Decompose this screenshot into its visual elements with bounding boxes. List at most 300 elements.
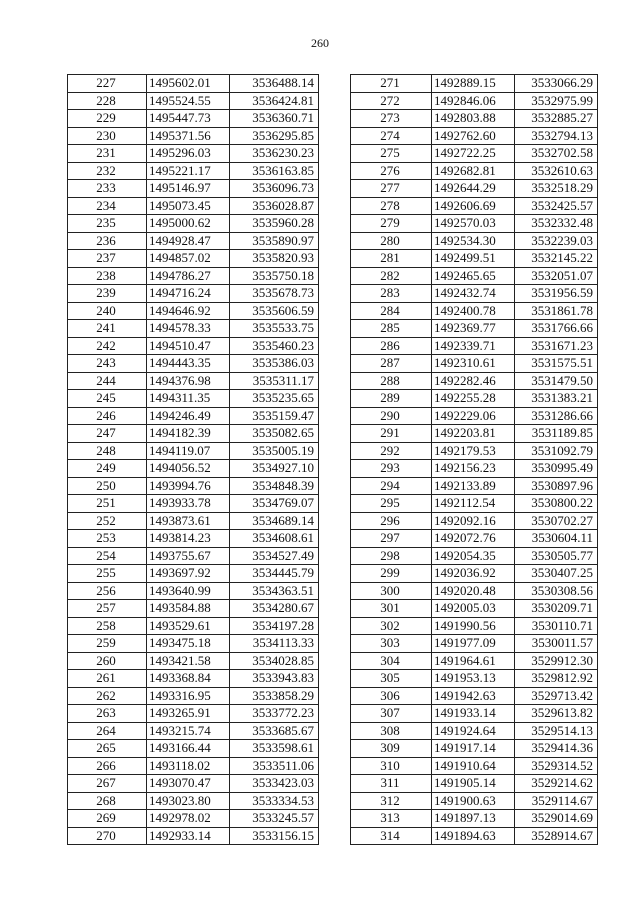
point-number-cell: 272 bbox=[351, 92, 432, 110]
y-coordinate-cell: 3529514.13 bbox=[515, 722, 598, 740]
point-number-cell: 288 bbox=[351, 372, 432, 390]
point-number-cell: 245 bbox=[68, 390, 147, 408]
point-number-cell: 243 bbox=[68, 355, 147, 373]
table-row bbox=[68, 635, 319, 653]
y-coordinate-cell: 3534113.33 bbox=[230, 635, 319, 653]
y-coordinate-cell: 3533685.67 bbox=[230, 722, 319, 740]
y-coordinate-cell: 3535082.65 bbox=[230, 425, 319, 443]
point-number-cell: 293 bbox=[351, 460, 432, 478]
table-row bbox=[68, 337, 319, 355]
table-row bbox=[351, 232, 598, 250]
point-number-cell: 254 bbox=[68, 547, 147, 565]
y-coordinate-cell: 3529314.52 bbox=[515, 757, 598, 775]
point-number-cell: 310 bbox=[351, 757, 432, 775]
y-coordinate-cell: 3530505.77 bbox=[515, 547, 598, 565]
x-coordinate-cell: 1492339.71 bbox=[432, 337, 515, 355]
table-row bbox=[351, 810, 598, 828]
point-number-cell: 273 bbox=[351, 110, 432, 128]
table-row bbox=[351, 320, 598, 338]
table-row bbox=[68, 600, 319, 618]
x-coordinate-cell: 1492054.35 bbox=[432, 547, 515, 565]
x-coordinate-cell: 1493640.99 bbox=[147, 582, 230, 600]
table-row bbox=[68, 110, 319, 128]
table-row bbox=[351, 617, 598, 635]
table-row bbox=[68, 355, 319, 373]
x-coordinate-cell: 1495371.56 bbox=[147, 127, 230, 145]
table-row bbox=[351, 127, 598, 145]
y-coordinate-cell: 3530308.56 bbox=[515, 582, 598, 600]
y-coordinate-cell: 3534769.07 bbox=[230, 495, 319, 513]
y-coordinate-cell: 3533943.83 bbox=[230, 670, 319, 688]
x-coordinate-cell: 1493023.80 bbox=[147, 792, 230, 810]
point-number-cell: 231 bbox=[68, 145, 147, 163]
y-coordinate-cell: 3532885.27 bbox=[515, 110, 598, 128]
x-coordinate-cell: 1495602.01 bbox=[147, 75, 230, 93]
x-coordinate-cell: 1492722.25 bbox=[432, 145, 515, 163]
y-coordinate-cell: 3530407.25 bbox=[515, 565, 598, 583]
table-row bbox=[351, 145, 598, 163]
x-coordinate-cell: 1494376.98 bbox=[147, 372, 230, 390]
y-coordinate-cell: 3535678.73 bbox=[230, 285, 319, 303]
y-coordinate-cell: 3532518.29 bbox=[515, 180, 598, 198]
y-coordinate-cell: 3531956.59 bbox=[515, 285, 598, 303]
y-coordinate-cell: 3534527.49 bbox=[230, 547, 319, 565]
point-number-cell: 237 bbox=[68, 250, 147, 268]
table-row bbox=[68, 495, 319, 513]
y-coordinate-cell: 3529613.82 bbox=[515, 705, 598, 723]
table-row bbox=[351, 302, 598, 320]
table-row bbox=[351, 162, 598, 180]
table-row bbox=[351, 197, 598, 215]
x-coordinate-cell: 1492020.48 bbox=[432, 582, 515, 600]
table-row bbox=[68, 285, 319, 303]
x-coordinate-cell: 1493529.61 bbox=[147, 617, 230, 635]
y-coordinate-cell: 3535533.75 bbox=[230, 320, 319, 338]
x-coordinate-cell: 1492156.23 bbox=[432, 460, 515, 478]
x-coordinate-cell: 1492229.06 bbox=[432, 407, 515, 425]
table-row bbox=[68, 582, 319, 600]
point-number-cell: 234 bbox=[68, 197, 147, 215]
point-number-cell: 242 bbox=[68, 337, 147, 355]
point-number-cell: 247 bbox=[68, 425, 147, 443]
y-coordinate-cell: 3532145.22 bbox=[515, 250, 598, 268]
y-coordinate-cell: 3530209.71 bbox=[515, 600, 598, 618]
x-coordinate-cell: 1491900.63 bbox=[432, 792, 515, 810]
table-row bbox=[68, 547, 319, 565]
table-row bbox=[351, 442, 598, 460]
table-row bbox=[68, 670, 319, 688]
x-coordinate-cell: 1492400.78 bbox=[432, 302, 515, 320]
table-row bbox=[68, 145, 319, 163]
point-number-cell: 246 bbox=[68, 407, 147, 425]
y-coordinate-cell: 3536230.23 bbox=[230, 145, 319, 163]
point-number-cell: 295 bbox=[351, 495, 432, 513]
point-number-cell: 228 bbox=[68, 92, 147, 110]
x-coordinate-cell: 1494182.39 bbox=[147, 425, 230, 443]
y-coordinate-cell: 3531671.23 bbox=[515, 337, 598, 355]
point-number-cell: 271 bbox=[351, 75, 432, 93]
table-row bbox=[351, 180, 598, 198]
point-number-cell: 282 bbox=[351, 267, 432, 285]
x-coordinate-cell: 1495146.97 bbox=[147, 180, 230, 198]
y-coordinate-cell: 3531092.79 bbox=[515, 442, 598, 460]
x-coordinate-cell: 1492203.81 bbox=[432, 425, 515, 443]
point-number-cell: 285 bbox=[351, 320, 432, 338]
coordinate-table-left-body bbox=[68, 75, 319, 845]
x-coordinate-cell: 1491933.14 bbox=[432, 705, 515, 723]
table-row bbox=[68, 267, 319, 285]
x-coordinate-cell: 1491964.61 bbox=[432, 652, 515, 670]
x-coordinate-cell: 1491910.64 bbox=[432, 757, 515, 775]
table-row bbox=[351, 425, 598, 443]
y-coordinate-cell: 3533598.61 bbox=[230, 740, 319, 758]
table-row bbox=[351, 355, 598, 373]
table-row bbox=[351, 775, 598, 793]
table-row bbox=[68, 215, 319, 233]
x-coordinate-cell: 1492846.06 bbox=[432, 92, 515, 110]
table-row bbox=[351, 110, 598, 128]
y-coordinate-cell: 3529114.67 bbox=[515, 792, 598, 810]
table-row bbox=[68, 390, 319, 408]
point-number-cell: 312 bbox=[351, 792, 432, 810]
table-row bbox=[351, 215, 598, 233]
y-coordinate-cell: 3530800.22 bbox=[515, 495, 598, 513]
x-coordinate-cell: 1492005.03 bbox=[432, 600, 515, 618]
point-number-cell: 268 bbox=[68, 792, 147, 810]
table-row bbox=[351, 92, 598, 110]
x-coordinate-cell: 1493421.58 bbox=[147, 652, 230, 670]
table-row bbox=[351, 407, 598, 425]
point-number-cell: 264 bbox=[68, 722, 147, 740]
point-number-cell: 250 bbox=[68, 477, 147, 495]
x-coordinate-cell: 1494716.24 bbox=[147, 285, 230, 303]
point-number-cell: 267 bbox=[68, 775, 147, 793]
x-coordinate-cell: 1493316.95 bbox=[147, 687, 230, 705]
x-coordinate-cell: 1492889.15 bbox=[432, 75, 515, 93]
table-row bbox=[351, 670, 598, 688]
x-coordinate-cell: 1491977.09 bbox=[432, 635, 515, 653]
table-row bbox=[351, 460, 598, 478]
y-coordinate-cell: 3531189.85 bbox=[515, 425, 598, 443]
x-coordinate-cell: 1492072.76 bbox=[432, 530, 515, 548]
x-coordinate-cell: 1492682.81 bbox=[432, 162, 515, 180]
x-coordinate-cell: 1493584.88 bbox=[147, 600, 230, 618]
point-number-cell: 308 bbox=[351, 722, 432, 740]
table-row bbox=[351, 512, 598, 530]
x-coordinate-cell: 1492112.54 bbox=[432, 495, 515, 513]
table-row bbox=[351, 530, 598, 548]
x-coordinate-cell: 1493994.76 bbox=[147, 477, 230, 495]
coordinate-table-right-body bbox=[351, 75, 598, 845]
y-coordinate-cell: 3532975.99 bbox=[515, 92, 598, 110]
point-number-cell: 262 bbox=[68, 687, 147, 705]
point-number-cell: 276 bbox=[351, 162, 432, 180]
x-coordinate-cell: 1492179.53 bbox=[432, 442, 515, 460]
point-number-cell: 299 bbox=[351, 565, 432, 583]
x-coordinate-cell: 1493368.84 bbox=[147, 670, 230, 688]
y-coordinate-cell: 3531575.51 bbox=[515, 355, 598, 373]
point-number-cell: 233 bbox=[68, 180, 147, 198]
table-row bbox=[68, 652, 319, 670]
table-row bbox=[351, 600, 598, 618]
y-coordinate-cell: 3534927.10 bbox=[230, 460, 319, 478]
x-coordinate-cell: 1494246.49 bbox=[147, 407, 230, 425]
x-coordinate-cell: 1492310.61 bbox=[432, 355, 515, 373]
table-row bbox=[68, 425, 319, 443]
y-coordinate-cell: 3530604.11 bbox=[515, 530, 598, 548]
point-number-cell: 301 bbox=[351, 600, 432, 618]
y-coordinate-cell: 3531861.78 bbox=[515, 302, 598, 320]
table-row bbox=[351, 285, 598, 303]
x-coordinate-cell: 1493814.23 bbox=[147, 530, 230, 548]
point-number-cell: 230 bbox=[68, 127, 147, 145]
x-coordinate-cell: 1492534.30 bbox=[432, 232, 515, 250]
table-row bbox=[68, 810, 319, 828]
y-coordinate-cell: 3535820.93 bbox=[230, 250, 319, 268]
x-coordinate-cell: 1492369.77 bbox=[432, 320, 515, 338]
y-coordinate-cell: 3535606.59 bbox=[230, 302, 319, 320]
y-coordinate-cell: 3530702.27 bbox=[515, 512, 598, 530]
x-coordinate-cell: 1492978.02 bbox=[147, 810, 230, 828]
point-number-cell: 278 bbox=[351, 197, 432, 215]
y-coordinate-cell: 3536028.87 bbox=[230, 197, 319, 215]
point-number-cell: 297 bbox=[351, 530, 432, 548]
y-coordinate-cell: 3534689.14 bbox=[230, 512, 319, 530]
y-coordinate-cell: 3533156.15 bbox=[230, 827, 319, 845]
table-row bbox=[68, 512, 319, 530]
y-coordinate-cell: 3536295.85 bbox=[230, 127, 319, 145]
table-row bbox=[68, 530, 319, 548]
point-number-cell: 279 bbox=[351, 215, 432, 233]
table-row bbox=[68, 705, 319, 723]
y-coordinate-cell: 3534197.28 bbox=[230, 617, 319, 635]
y-coordinate-cell: 3535960.28 bbox=[230, 215, 319, 233]
point-number-cell: 259 bbox=[68, 635, 147, 653]
y-coordinate-cell: 3536488.14 bbox=[230, 75, 319, 93]
point-number-cell: 287 bbox=[351, 355, 432, 373]
table-row bbox=[68, 75, 319, 93]
point-number-cell: 283 bbox=[351, 285, 432, 303]
point-number-cell: 303 bbox=[351, 635, 432, 653]
x-coordinate-cell: 1491924.64 bbox=[432, 722, 515, 740]
point-number-cell: 286 bbox=[351, 337, 432, 355]
x-coordinate-cell: 1492933.14 bbox=[147, 827, 230, 845]
y-coordinate-cell: 3536163.85 bbox=[230, 162, 319, 180]
y-coordinate-cell: 3533334.53 bbox=[230, 792, 319, 810]
point-number-cell: 305 bbox=[351, 670, 432, 688]
x-coordinate-cell: 1493697.92 bbox=[147, 565, 230, 583]
x-coordinate-cell: 1493475.18 bbox=[147, 635, 230, 653]
y-coordinate-cell: 3533858.29 bbox=[230, 687, 319, 705]
x-coordinate-cell: 1493755.67 bbox=[147, 547, 230, 565]
table-row bbox=[68, 197, 319, 215]
table-row bbox=[68, 757, 319, 775]
y-coordinate-cell: 3535386.03 bbox=[230, 355, 319, 373]
point-number-cell: 252 bbox=[68, 512, 147, 530]
y-coordinate-cell: 3529414.36 bbox=[515, 740, 598, 758]
table-row bbox=[351, 582, 598, 600]
y-coordinate-cell: 3529014.69 bbox=[515, 810, 598, 828]
x-coordinate-cell: 1493873.61 bbox=[147, 512, 230, 530]
x-coordinate-cell: 1494786.27 bbox=[147, 267, 230, 285]
x-coordinate-cell: 1492465.65 bbox=[432, 267, 515, 285]
y-coordinate-cell: 3530897.96 bbox=[515, 477, 598, 495]
table-row bbox=[68, 792, 319, 810]
point-number-cell: 261 bbox=[68, 670, 147, 688]
x-coordinate-cell: 1492499.51 bbox=[432, 250, 515, 268]
y-coordinate-cell: 3536096.73 bbox=[230, 180, 319, 198]
y-coordinate-cell: 3534848.39 bbox=[230, 477, 319, 495]
point-number-cell: 289 bbox=[351, 390, 432, 408]
coordinate-table-left bbox=[67, 74, 319, 845]
point-number-cell: 265 bbox=[68, 740, 147, 758]
table-row bbox=[351, 477, 598, 495]
x-coordinate-cell: 1494578.33 bbox=[147, 320, 230, 338]
table-row bbox=[68, 180, 319, 198]
y-coordinate-cell: 3533772.23 bbox=[230, 705, 319, 723]
table-row bbox=[68, 827, 319, 845]
y-coordinate-cell: 3534608.61 bbox=[230, 530, 319, 548]
table-row bbox=[351, 635, 598, 653]
point-number-cell: 258 bbox=[68, 617, 147, 635]
table-row bbox=[68, 232, 319, 250]
y-coordinate-cell: 3531383.21 bbox=[515, 390, 598, 408]
x-coordinate-cell: 1495000.62 bbox=[147, 215, 230, 233]
table-row bbox=[68, 407, 319, 425]
y-coordinate-cell: 3534445.79 bbox=[230, 565, 319, 583]
table-row bbox=[68, 460, 319, 478]
y-coordinate-cell: 3533511.06 bbox=[230, 757, 319, 775]
x-coordinate-cell: 1492036.92 bbox=[432, 565, 515, 583]
table-row bbox=[351, 267, 598, 285]
point-number-cell: 241 bbox=[68, 320, 147, 338]
point-number-cell: 235 bbox=[68, 215, 147, 233]
point-number-cell: 251 bbox=[68, 495, 147, 513]
point-number-cell: 236 bbox=[68, 232, 147, 250]
table-row bbox=[351, 337, 598, 355]
table-row bbox=[68, 162, 319, 180]
point-number-cell: 275 bbox=[351, 145, 432, 163]
table-row bbox=[68, 442, 319, 460]
table-row bbox=[351, 827, 598, 845]
table-row bbox=[351, 652, 598, 670]
point-number-cell: 257 bbox=[68, 600, 147, 618]
point-number-cell: 249 bbox=[68, 460, 147, 478]
x-coordinate-cell: 1492092.16 bbox=[432, 512, 515, 530]
y-coordinate-cell: 3533245.57 bbox=[230, 810, 319, 828]
table-row bbox=[68, 740, 319, 758]
table-row bbox=[68, 687, 319, 705]
y-coordinate-cell: 3532702.58 bbox=[515, 145, 598, 163]
y-coordinate-cell: 3528914.67 bbox=[515, 827, 598, 845]
y-coordinate-cell: 3531479.50 bbox=[515, 372, 598, 390]
y-coordinate-cell: 3535460.23 bbox=[230, 337, 319, 355]
point-number-cell: 239 bbox=[68, 285, 147, 303]
y-coordinate-cell: 3535235.65 bbox=[230, 390, 319, 408]
x-coordinate-cell: 1494119.07 bbox=[147, 442, 230, 460]
x-coordinate-cell: 1492644.29 bbox=[432, 180, 515, 198]
y-coordinate-cell: 3534280.67 bbox=[230, 600, 319, 618]
x-coordinate-cell: 1495296.03 bbox=[147, 145, 230, 163]
x-coordinate-cell: 1494056.52 bbox=[147, 460, 230, 478]
table-row bbox=[68, 320, 319, 338]
y-coordinate-cell: 3535005.19 bbox=[230, 442, 319, 460]
table-row bbox=[351, 740, 598, 758]
point-number-cell: 292 bbox=[351, 442, 432, 460]
point-number-cell: 229 bbox=[68, 110, 147, 128]
table-row bbox=[68, 372, 319, 390]
x-coordinate-cell: 1492803.88 bbox=[432, 110, 515, 128]
point-number-cell: 300 bbox=[351, 582, 432, 600]
table-row bbox=[68, 127, 319, 145]
point-number-cell: 314 bbox=[351, 827, 432, 845]
x-coordinate-cell: 1492570.03 bbox=[432, 215, 515, 233]
table-row bbox=[351, 722, 598, 740]
x-coordinate-cell: 1491897.13 bbox=[432, 810, 515, 828]
x-coordinate-cell: 1495221.17 bbox=[147, 162, 230, 180]
y-coordinate-cell: 3529713.42 bbox=[515, 687, 598, 705]
x-coordinate-cell: 1491905.14 bbox=[432, 775, 515, 793]
y-coordinate-cell: 3530995.49 bbox=[515, 460, 598, 478]
y-coordinate-cell: 3531766.66 bbox=[515, 320, 598, 338]
point-number-cell: 263 bbox=[68, 705, 147, 723]
y-coordinate-cell: 3535890.97 bbox=[230, 232, 319, 250]
y-coordinate-cell: 3529214.62 bbox=[515, 775, 598, 793]
x-coordinate-cell: 1495524.55 bbox=[147, 92, 230, 110]
y-coordinate-cell: 3532239.03 bbox=[515, 232, 598, 250]
point-number-cell: 298 bbox=[351, 547, 432, 565]
point-number-cell: 255 bbox=[68, 565, 147, 583]
y-coordinate-cell: 3535750.18 bbox=[230, 267, 319, 285]
x-coordinate-cell: 1491917.14 bbox=[432, 740, 515, 758]
y-coordinate-cell: 3532610.63 bbox=[515, 162, 598, 180]
table-row bbox=[351, 687, 598, 705]
table-row bbox=[68, 617, 319, 635]
y-coordinate-cell: 3536360.71 bbox=[230, 110, 319, 128]
y-coordinate-cell: 3535311.17 bbox=[230, 372, 319, 390]
y-coordinate-cell: 3529812.92 bbox=[515, 670, 598, 688]
table-row bbox=[68, 775, 319, 793]
point-number-cell: 256 bbox=[68, 582, 147, 600]
point-number-cell: 227 bbox=[68, 75, 147, 93]
point-number-cell: 302 bbox=[351, 617, 432, 635]
x-coordinate-cell: 1492606.69 bbox=[432, 197, 515, 215]
table-row bbox=[68, 565, 319, 583]
table-row bbox=[351, 547, 598, 565]
table-row bbox=[68, 722, 319, 740]
x-coordinate-cell: 1492762.60 bbox=[432, 127, 515, 145]
table-row bbox=[68, 92, 319, 110]
point-number-cell: 244 bbox=[68, 372, 147, 390]
table-row bbox=[68, 250, 319, 268]
x-coordinate-cell: 1491953.13 bbox=[432, 670, 515, 688]
point-number-cell: 284 bbox=[351, 302, 432, 320]
y-coordinate-cell: 3532794.13 bbox=[515, 127, 598, 145]
y-coordinate-cell: 3533066.29 bbox=[515, 75, 598, 93]
x-coordinate-cell: 1494443.35 bbox=[147, 355, 230, 373]
point-number-cell: 280 bbox=[351, 232, 432, 250]
x-coordinate-cell: 1492282.46 bbox=[432, 372, 515, 390]
table-row bbox=[351, 390, 598, 408]
coordinate-table-right bbox=[350, 74, 598, 845]
point-number-cell: 311 bbox=[351, 775, 432, 793]
y-coordinate-cell: 3531286.66 bbox=[515, 407, 598, 425]
point-number-cell: 270 bbox=[68, 827, 147, 845]
point-number-cell: 290 bbox=[351, 407, 432, 425]
point-number-cell: 313 bbox=[351, 810, 432, 828]
x-coordinate-cell: 1493215.74 bbox=[147, 722, 230, 740]
table-row bbox=[351, 75, 598, 93]
